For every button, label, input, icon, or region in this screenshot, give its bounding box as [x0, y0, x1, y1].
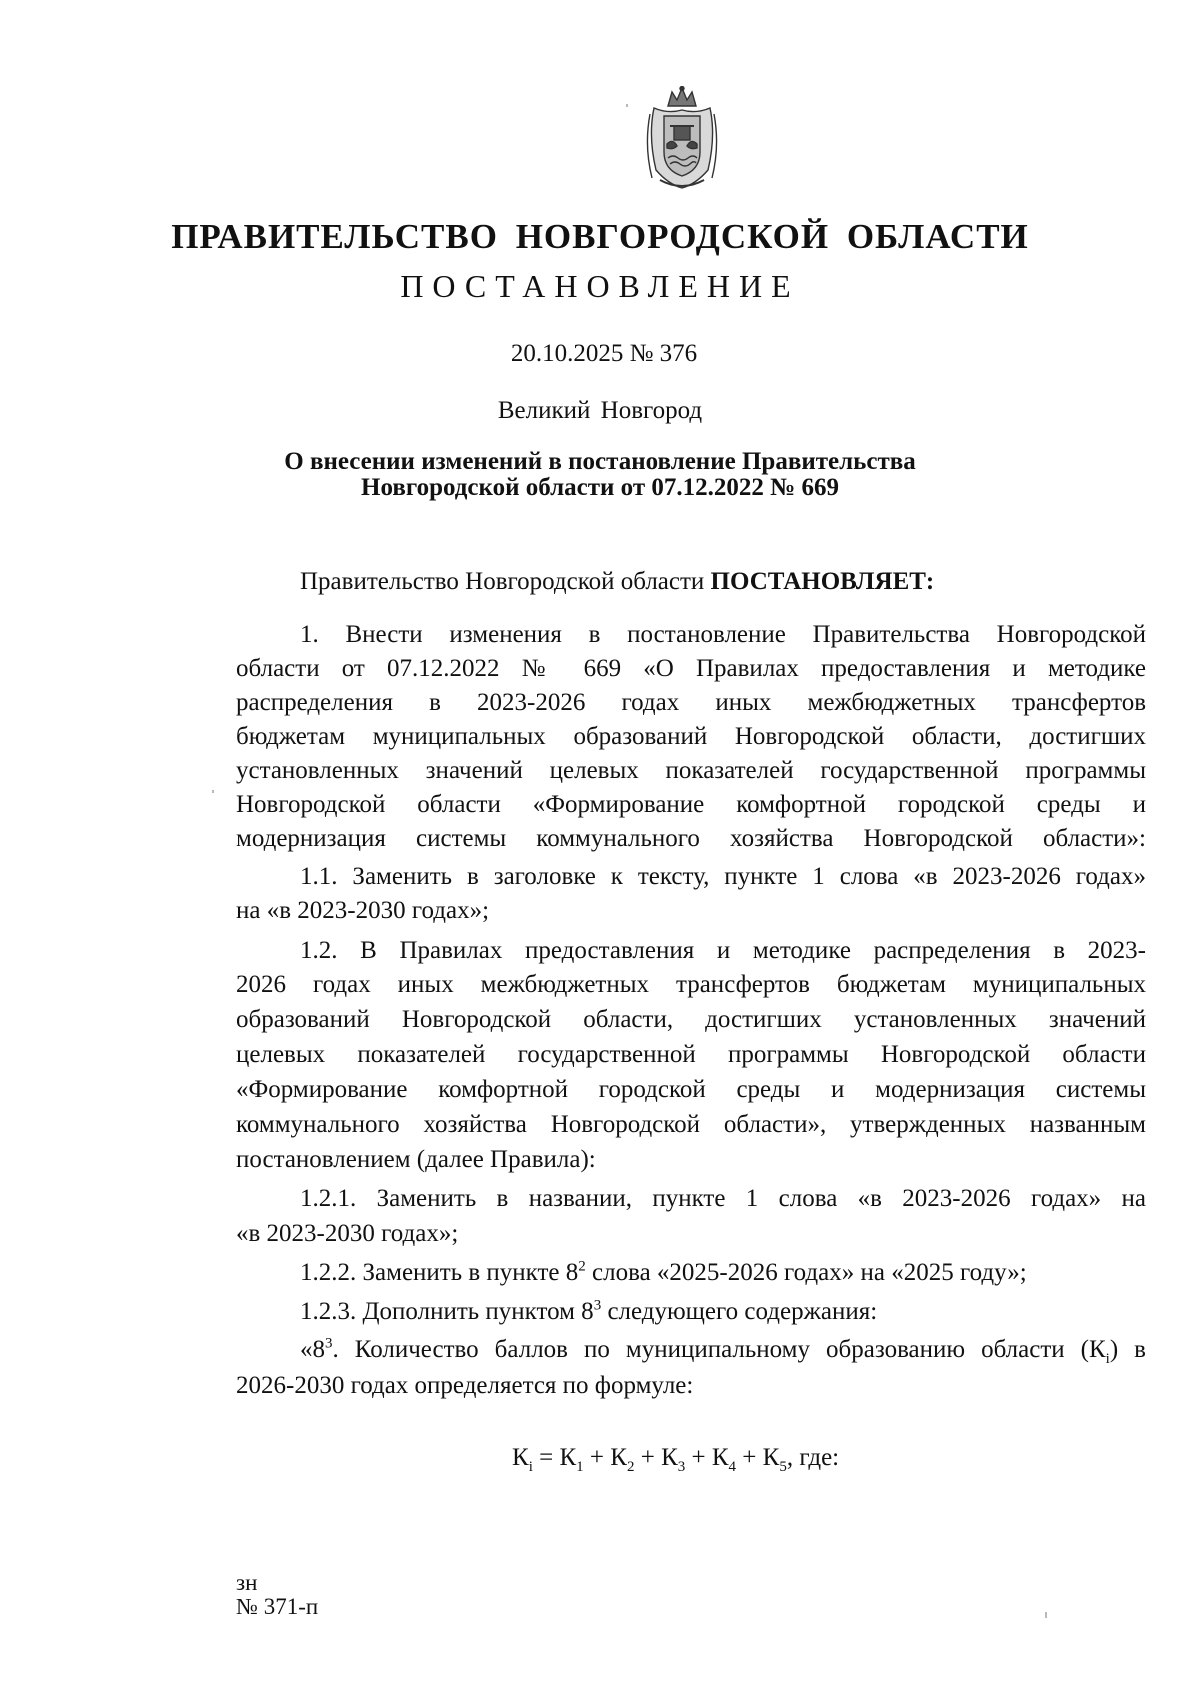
paragraph-line: 1.2. В Правилах предоставления и методике распределения в 2023- [300, 937, 1146, 964]
paragraph-line: 2026-2030 годах определяется по формуле: [236, 1372, 694, 1399]
scan-speck [212, 790, 214, 793]
paragraph-line: области от 07.12.2022 № 669 «О Правилах предоставления и методике [236, 655, 1146, 682]
paragraph-line: 1.2.1. Заменить в названии, пункте 1 слова «в 2023-2026 годах» на [300, 1185, 1146, 1212]
preamble [300, 568, 1146, 596]
paragraph-line: модернизация системы коммунального хозяйства Новгородской области»: [236, 825, 1146, 852]
formula: $К_i = К_1 + К_2 + К_3 + К_4 + К_5$, где: [512, 1444, 840, 1475]
preamble-bold: ПОСТАНОВЛЯЕТ: [710, 568, 935, 595]
paragraph-line: коммунального хозяйства Новгородской области», утвержденных названным [236, 1111, 1146, 1138]
paragraph-line: распределения в 2023-2026 годах иных межбюджетных трансфертов [236, 689, 1146, 716]
paragraph-line: 1.2.2. Заменить в пункте $8^2$ слова «2025-2026 годах» на «2025 году»; [300, 1258, 1027, 1286]
paragraph-line: постановлением (далее Правила): [236, 1146, 596, 1173]
date-number: 20.10.2025 № 376 [510, 340, 698, 367]
scan-speck [1045, 1612, 1047, 1618]
paragraph-line: целевых показателей государственной программы Новгородской области [236, 1041, 1146, 1068]
paragraph-line: 2026 годах иных межбюджетных трансфертов бюджетам муниципальных [236, 971, 1146, 998]
paragraph-line: на «в 2023-2030 годах»; [236, 897, 490, 924]
preamble-text: Правительство Новгородской области [300, 568, 705, 595]
paragraph-line: установленных значений целевых показателей государственной программы [236, 757, 1146, 784]
paragraph-line: 1. Внести изменения в постановление Правительства Новгородской [300, 621, 1146, 648]
paragraph-line: бюджетам муниципальных образований Новгородской области, достигших [236, 723, 1146, 750]
document-type: ПОСТАНОВЛЕНИЕ [400, 268, 800, 304]
paragraph-line: «$8^3$. Количество баллов по муниципальному образованию области $(К_i)$ в [300, 1335, 1146, 1367]
paragraph-line: образований Новгородской области, достигших установленных значений [236, 1006, 1146, 1033]
paragraph-line: «в 2023-2030 годах»; [236, 1220, 459, 1247]
paragraph-line: 1.2.3. Дополнить пунктом $8^3$ следующего содержания: [300, 1297, 878, 1325]
subject-line-2: Новгородской области от 07.12.2022 № 669 [361, 474, 839, 501]
executor-initials: зн [236, 1570, 258, 1595]
paragraph-line: Новгородской области «Формирование комфортной городской среды и [236, 791, 1146, 818]
scan-speck [626, 104, 628, 107]
subject-line-1: О внесении изменений в постановление Правительства [284, 448, 916, 475]
novgorod-coat-of-arms-icon [640, 86, 724, 192]
paragraph-line: «Формирование комфортной городской среды и модернизация системы [236, 1076, 1146, 1103]
government-title: ПРАВИТЕЛЬСТВО НОВГОРОДСКОЙ ОБЛАСТИ [171, 217, 1029, 256]
city: Великий Новгород [497, 397, 703, 424]
paragraph-line: 1.1. Заменить в заголовке к тексту, пункте 1 слова «в 2023-2026 годах» [300, 863, 1146, 890]
registration-number: № 371-п [236, 1594, 319, 1619]
